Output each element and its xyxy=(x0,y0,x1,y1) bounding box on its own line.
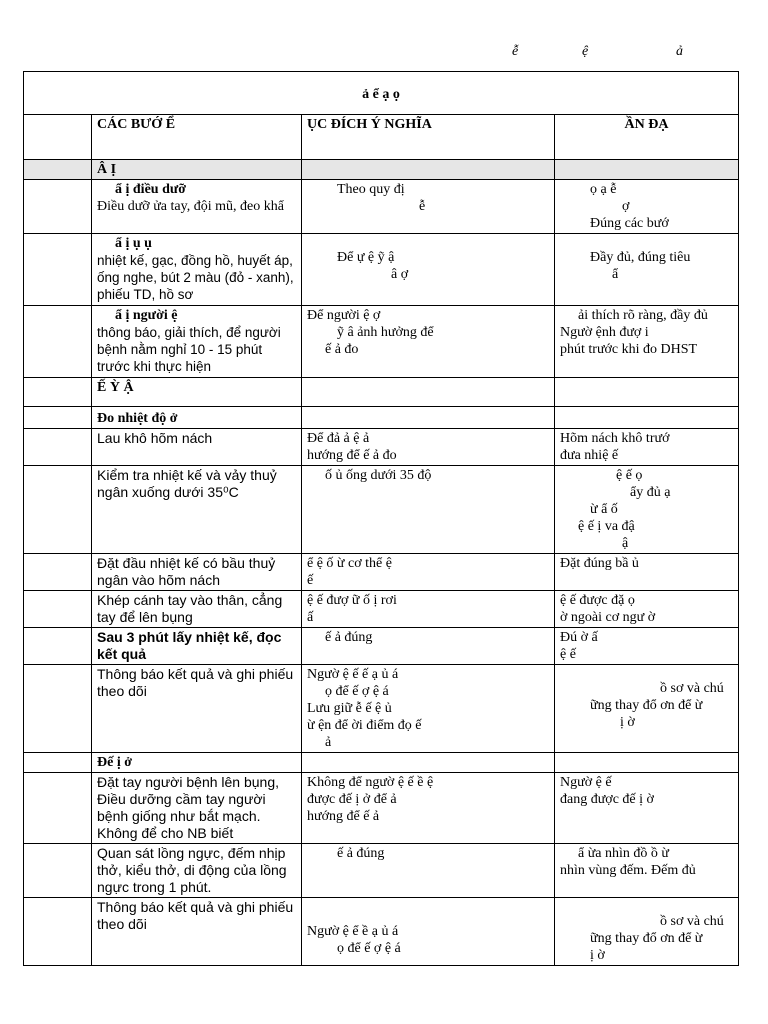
table-row xyxy=(24,898,739,966)
purpose-cell: Ngườ ệ ế ế ạ ủ á ọ để ế ợ ệ á Lưu giữ ễ ế ệ ủ ừ ện để ời điểm đọ ế ả xyxy=(302,665,555,753)
step-cell: ẩ ị điều dưỡ Điều dưỡ ửa tay, đội mũ, đeo khẩ xyxy=(92,180,302,234)
section-cell-empty xyxy=(302,160,555,180)
subsection-temp-title: Đo nhiệt độ ở xyxy=(92,407,302,429)
standard-cell: ọ ạ ễ ợ Đúng các bướ xyxy=(555,180,739,234)
step-cell: Lau khô hõm nách xyxy=(92,429,302,466)
purpose-cell: Ngườ ệ ể ề ạ ủ á ọ để ế ợ ệ á xyxy=(302,898,555,966)
procedure-table xyxy=(23,71,739,966)
purpose-cell: ệ ế đượ ữ ố ị rơi ấ xyxy=(302,591,555,628)
standard-cell: ải thích rõ ràng, đầy đủ Ngườ ệnh đượ i phút trước khi đo DHST xyxy=(555,306,739,378)
header-note-part: ệ xyxy=(582,44,589,59)
table-row xyxy=(24,665,739,753)
table-header-steps: CÁC BƯỚ Ể xyxy=(92,115,302,160)
header-note-part: ả xyxy=(676,44,683,59)
purpose-cell: ế ả đúng xyxy=(302,844,555,898)
table-header-purpose: ỤC ĐÍCH Ý NGHĨA xyxy=(302,115,555,160)
section-steps-title: Ế Ỳ Ậ xyxy=(92,378,302,407)
step-cell: ẩ ị ụ ụ nhiệt kế, gạc, đồng hồ, huyết áp, ống nghe, bút 2 màu (đỏ - xanh), phiếu TD, hồ sơ xyxy=(92,234,302,306)
standard-cell: Đầy đủ, đúng tiêu ẩ xyxy=(555,234,739,306)
table-row xyxy=(24,628,739,665)
standard-cell: ệ ế được đặ ọ ờ ngoài cơ ngư ờ xyxy=(555,591,739,628)
table-title: ả ể ạ ọ xyxy=(24,72,739,115)
standard-cell: ệ ế ọ ẩy đủ ạ ừ ẩ ố ệ ế ị va đậ ậ xyxy=(555,466,739,554)
purpose-cell: ể ệ ố ừ cơ thể ệ ế xyxy=(302,554,555,591)
table-header-standard: ẦN ĐẠ xyxy=(555,115,739,160)
purpose-cell: Để đả ả ệ ả hướng để ế ả đo xyxy=(302,429,555,466)
step-cell: Thông báo kết quả và ghi phiếu theo dõi xyxy=(92,665,302,753)
section-cell-empty xyxy=(24,160,92,180)
step-cell: ẩ ị người ệ thông báo, giải thích, để người bệnh nằm nghỉ 10 - 15 phút trước khi thực hiện xyxy=(92,306,302,378)
table-row xyxy=(24,554,739,591)
header-note xyxy=(0,44,768,64)
standard-cell: Đú ờ ấ ệ ế xyxy=(555,628,739,665)
purpose-cell: ố ủ ống dưới 35 độ xyxy=(302,466,555,554)
header-note-part: ễ xyxy=(512,44,519,59)
step-cell: Quan sát lồng ngực, đếm nhịp thở, kiểu thở, di động của lồng ngực trong 1 phút. xyxy=(92,844,302,898)
table-row xyxy=(24,466,739,554)
step-cell: Khép cánh tay vào thân, cẳng tay để lên bụng xyxy=(92,591,302,628)
step-cell: Kiểm tra nhiệt kế và vảy thuỷ ngân xuống dưới 35⁰C xyxy=(92,466,302,554)
standard-cell: Ngườ ệ ế đang được đế ị ờ xyxy=(555,773,739,844)
standard-cell: Đặt đúng bầ ủ xyxy=(555,554,739,591)
purpose-cell: Theo quy đị ễ xyxy=(302,180,555,234)
purpose-cell: Không để ngườ ệ ế ề ệ được đế ị ở để ả hướng để ế ả xyxy=(302,773,555,844)
table-row xyxy=(24,234,739,306)
table-row xyxy=(24,180,739,234)
table-row xyxy=(24,773,739,844)
purpose-cell: Để ự ệ ỹ ậ â ợ xyxy=(302,234,555,306)
table-header-empty xyxy=(24,115,92,160)
standard-cell: Hõm nách khô trướ đưa nhiệ ế xyxy=(555,429,739,466)
table-row xyxy=(24,591,739,628)
purpose-cell: ế ả đúng xyxy=(302,628,555,665)
section-cell-empty xyxy=(555,160,739,180)
purpose-cell: Để người ệ ợ ỹ â ảnh hưởng để ế ả đo xyxy=(302,306,555,378)
standard-cell: ồ sơ và chú ững thay đổ ơn để ừ ị ờ xyxy=(555,898,739,966)
table-row xyxy=(24,306,739,378)
step-cell: Đặt đầu nhiệt kế có bầu thuỷ ngân vào hõm nách xyxy=(92,554,302,591)
table-row xyxy=(24,429,739,466)
standard-cell: ẩ ừa nhìn đồ ồ ừ nhìn vùng đếm. Đếm đủ xyxy=(555,844,739,898)
step-cell: Đặt tay người bệnh lên bụng, Điều dưỡng cầm tay người bệnh giống như bắt mạch. Không để cho NB biết xyxy=(92,773,302,844)
step-cell: Sau 3 phút lấy nhiệt kế, đọc kết quả xyxy=(92,628,302,665)
section-prepare-title: Â Ị xyxy=(92,160,302,180)
standard-cell: ồ sơ và chú ững thay đổ ơn để ừ ị ờ xyxy=(555,665,739,753)
subsection-breath-title: Đế ị ở xyxy=(92,753,302,773)
table-row xyxy=(24,844,739,898)
step-cell: Thông báo kết quả và ghi phiếu theo dõi xyxy=(92,898,302,966)
